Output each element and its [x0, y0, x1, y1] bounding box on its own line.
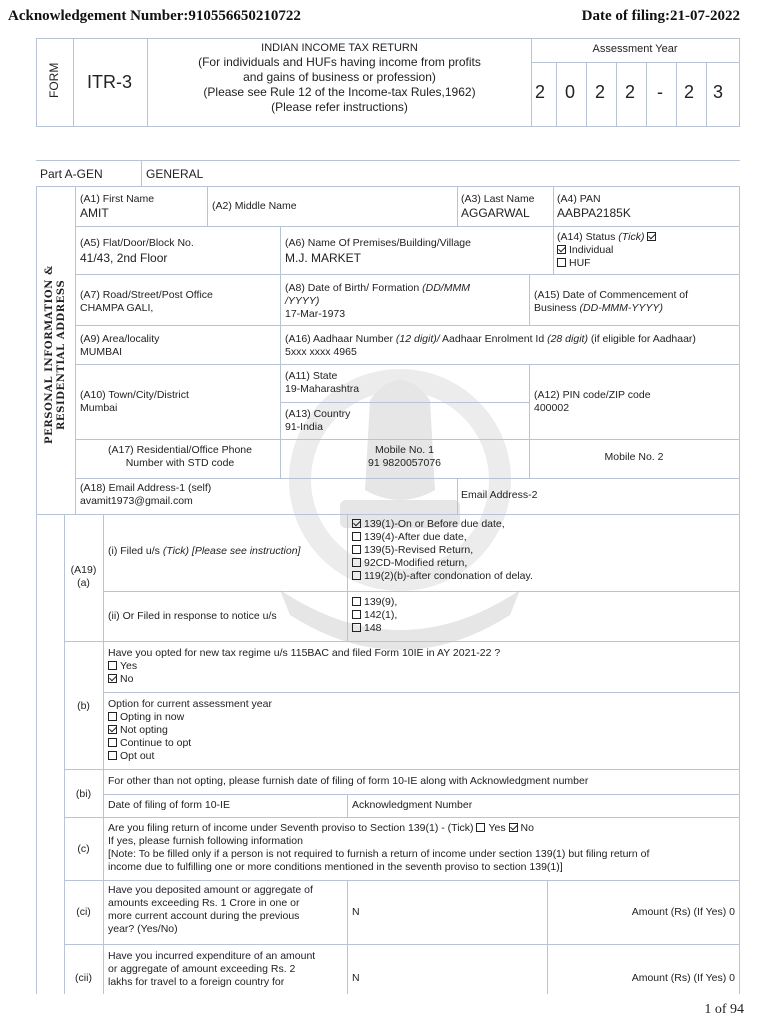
- a4-label: (A4) PAN: [557, 193, 601, 205]
- checkbox-checked-icon[interactable]: [108, 674, 117, 683]
- option-current-year-text: Option for current assessment year: [108, 698, 272, 710]
- cii-line: lakhs for travel to a foreign country for: [108, 976, 285, 988]
- continue-to-opt: Continue to opt: [120, 737, 192, 749]
- a10-value: Mumbai: [80, 402, 118, 414]
- checkbox-empty-icon[interactable]: [352, 597, 361, 606]
- a2-label: (A2) Middle Name: [212, 200, 297, 212]
- ay-digit: 2: [595, 82, 606, 102]
- regime-no: No: [120, 673, 134, 685]
- ci-label: (ci): [76, 906, 91, 918]
- a12-value: 400002: [534, 402, 570, 414]
- option-148: 148: [364, 622, 382, 634]
- a16-mid: Aadhaar Enrolment Id: [439, 333, 545, 345]
- a5-value: 41/43, 2nd Floor: [80, 251, 168, 265]
- a17-label-1: (A17) Residential/Office Phone: [108, 444, 252, 456]
- ay-digit: 2: [625, 82, 636, 102]
- page-number: 1 of 94: [704, 1002, 744, 1017]
- a19-label: [64, 564, 103, 590]
- checkbox-empty-icon[interactable]: [352, 610, 361, 619]
- option-current-year: [108, 698, 272, 763]
- a8-format-2: /YYYY): [285, 295, 320, 307]
- a18-label: (A18) Email Address-1 (self): [80, 482, 212, 494]
- option-92cd: 92CD-Modified return,: [364, 557, 468, 569]
- a1-label: (A1) First Name: [80, 193, 155, 205]
- notice-options: [352, 596, 397, 635]
- a16-value: 5xxx xxxx 4965: [285, 346, 357, 358]
- side-label-line2: RESIDENTIAL ADDRESS: [56, 279, 67, 430]
- a13-label: (A13) Country: [285, 408, 351, 420]
- a7-value: CHAMPA GALI,: [80, 302, 154, 314]
- ack-number: 910556650210722: [188, 8, 301, 24]
- a16-label: [285, 333, 737, 346]
- seventh-proviso: [108, 822, 736, 874]
- ci-line: year? (Yes/No): [108, 923, 178, 935]
- mobile-1-value: 91 9820057076: [368, 457, 441, 469]
- a14-individual: Individual: [569, 244, 614, 256]
- checkbox-checked-icon[interactable]: [108, 725, 117, 734]
- checkbox-checked-icon[interactable]: [557, 245, 566, 254]
- seventh-no: No: [520, 822, 534, 834]
- a14-huf: HUF: [569, 257, 591, 269]
- cii-answer: N: [352, 972, 360, 984]
- form-title-line5: (Please refer instructions): [271, 100, 408, 114]
- a6-label: (A6) Name Of Premises/Building/Village: [285, 237, 471, 249]
- seventh-note-1: [Note: To be filled only if a person is not required to furnish a return of income under section 139(1) but filing return of: [108, 848, 650, 860]
- checkbox-checked-icon[interactable]: [352, 519, 361, 528]
- a18-value: avamit1973@gmail.com: [80, 495, 193, 507]
- a4-value: AABPA2185K: [557, 206, 631, 220]
- side-label: [44, 265, 68, 444]
- checkbox-empty-icon[interactable]: [557, 258, 566, 267]
- notice-label: (ii) Or Filed in response to notice u/s: [108, 610, 277, 622]
- a14-status: [557, 231, 659, 270]
- bi-text: For other than not opting, please furnish date of filing of form 10-IE along with Acknowledgment number: [108, 775, 589, 787]
- cii-question: [108, 950, 315, 989]
- a15-label-2: Business: [534, 302, 577, 314]
- bi-label: (bi): [75, 788, 92, 800]
- a11-label: (A11) State: [285, 370, 338, 382]
- regime-question: [108, 647, 500, 686]
- a19-sub: (a): [77, 577, 90, 589]
- option-139-9: 139(9),: [364, 596, 398, 608]
- ay-digit: -: [657, 82, 663, 102]
- filed-us-text: (i) Filed u/s: [108, 545, 160, 557]
- checkbox-empty-icon[interactable]: [352, 558, 361, 567]
- ay-digit: 3: [713, 82, 724, 102]
- form-title-line3: and gains of business or profession): [243, 70, 436, 84]
- ay-digit: 2: [684, 82, 695, 102]
- mobile-1: [280, 444, 529, 470]
- filed-us-options: [352, 518, 533, 583]
- checkbox-empty-icon[interactable]: [352, 545, 361, 554]
- a13-value: 91-India: [285, 421, 323, 433]
- a5-label: (A5) Flat/Door/Block No.: [80, 237, 194, 249]
- checkbox-empty-icon[interactable]: [108, 751, 117, 760]
- checkbox-empty-icon[interactable]: [476, 823, 485, 832]
- opt-out: Opt out: [120, 750, 155, 762]
- checkbox-empty-icon[interactable]: [352, 623, 361, 632]
- seventh-note-2: income due to fulfilling one or more conditions mentioned in the seventh proviso to section 139(1)]: [108, 861, 563, 873]
- bi-date-label: Date of filing of form 10-IE: [108, 799, 230, 811]
- checkbox-empty-icon[interactable]: [108, 712, 117, 721]
- a16-label-text: (A16) Aadhaar Number: [285, 333, 393, 345]
- checkbox-empty-icon[interactable]: [108, 661, 117, 670]
- a3-value: AGGARWAL: [461, 206, 530, 220]
- cii-line: Have you incurred expenditure of an amount: [108, 950, 316, 962]
- not-opting: Not opting: [120, 724, 168, 736]
- ci-line: amounts exceeding Rs. 1 Crore in one or: [108, 897, 300, 909]
- checkbox-checked-icon[interactable]: [647, 232, 656, 241]
- a10-label: (A10) Town/City/District: [80, 389, 189, 401]
- a14-tick: (Tick): [618, 231, 645, 243]
- checkbox-empty-icon[interactable]: [352, 571, 361, 580]
- form-title-line1: INDIAN INCOME TAX RETURN: [261, 42, 418, 54]
- ack-header: [8, 8, 301, 25]
- ci-question: [108, 884, 313, 936]
- a3-label: (A3) Last Name: [461, 193, 535, 205]
- a15-block: [534, 289, 688, 315]
- c-label: (c): [77, 843, 90, 855]
- a11-value: 19-Maharashtra: [285, 383, 360, 395]
- filing-date: 21-07-2022: [670, 8, 740, 24]
- a8-value: 17-Mar-1973: [285, 308, 346, 320]
- ci-line: more current account during the previous: [108, 910, 300, 922]
- part-label: Part A-GEN: [40, 167, 103, 181]
- a14-label: (A14) Status: [557, 231, 616, 243]
- a8-format: (DD/MMM: [422, 282, 470, 294]
- cii-label: (cii): [75, 972, 92, 984]
- filing-date-header: [582, 8, 740, 25]
- a1-value: AMIT: [80, 206, 109, 220]
- part-title: GENERAL: [146, 167, 204, 181]
- seventh-furnish: If yes, please furnish following information: [108, 835, 303, 847]
- side-label-line1: PERSONAL INFORMATION &: [44, 265, 55, 444]
- checkbox-checked-icon[interactable]: [509, 823, 518, 832]
- filed-us-label: [108, 545, 300, 558]
- a16-tail: (if eligible for Aadhaar): [587, 333, 696, 345]
- opting-in-now: Opting in now: [120, 711, 185, 723]
- cii-amount: Amount (Rs) (If Yes) 0: [631, 972, 735, 984]
- mobile-2-label: Mobile No. 2: [604, 451, 664, 463]
- a15-label: (A15) Date of Commencement of: [534, 289, 689, 301]
- ay-digit: 2: [535, 82, 546, 102]
- a6-value: M.J. MARKET: [285, 251, 362, 265]
- a15-format: (DD-MMM-YYYY): [579, 302, 663, 314]
- a16-format: (12 digit)/: [395, 333, 440, 345]
- seventh-proviso-question: Are you filing return of income under Seventh proviso to Section 139(1) - (Tick): [108, 822, 474, 834]
- b-label: (b): [77, 700, 90, 712]
- checkbox-empty-icon[interactable]: [352, 532, 361, 541]
- option-142-1: 142(1),: [364, 609, 398, 621]
- filed-us-tick: (Tick) [Please see instruction]: [159, 545, 301, 557]
- cii-line: or aggregate of amount exceeding Rs. 2: [108, 963, 296, 975]
- a17-label: [80, 444, 280, 470]
- form-title-line2: (For individuals and HUFs having income from profits: [198, 55, 481, 69]
- option-139-5: 139(5)-Revised Return,: [364, 544, 474, 556]
- a8-block: [285, 282, 470, 321]
- checkbox-empty-icon[interactable]: [108, 738, 117, 747]
- email-2-label: Email Address-2: [461, 489, 538, 501]
- bi-ack-label: Acknowledgment Number: [352, 799, 473, 811]
- a19-label-text: (A19): [70, 564, 97, 576]
- form-name: ITR-3: [87, 72, 132, 92]
- form-label: FORM: [47, 62, 61, 98]
- a7-label: (A7) Road/Street/Post Office: [80, 289, 213, 301]
- ay-digit: 0: [565, 82, 576, 102]
- filing-label: Date of filing:: [581, 8, 670, 24]
- a9-label: (A9) Area/locality: [80, 333, 160, 345]
- ci-line: Have you deposited amount or aggregate of: [108, 884, 313, 896]
- a16-format-2: (28 digit): [544, 333, 588, 345]
- a8-label: (A8) Date of Birth/ Formation: [285, 282, 420, 294]
- ack-label: Acknowledgement Number:: [8, 8, 189, 24]
- a9-value: MUMBAI: [80, 346, 122, 358]
- option-139-1: 139(1)-On or Before due date,: [364, 518, 505, 530]
- ay-label: Assessment Year: [592, 43, 678, 55]
- mobile-1-label: Mobile No. 1: [375, 444, 434, 456]
- option-119-2b: 119(2)(b)-after condonation of delay.: [364, 570, 533, 582]
- ci-amount: Amount (Rs) (If Yes) 0: [631, 906, 735, 918]
- a17-label-2: Number with STD code: [125, 457, 235, 469]
- regime-yes: Yes: [120, 660, 138, 672]
- form-title-line4: (Please see Rule 12 of the Income-tax Rules,1962): [203, 85, 476, 99]
- option-139-4: 139(4)-After due date,: [364, 531, 467, 543]
- a12-label: (A12) PIN code/ZIP code: [534, 389, 651, 401]
- seventh-yes: Yes: [488, 822, 506, 834]
- regime-question-text: Have you opted for new tax regime u/s 115BAC and filed Form 10IE in AY 2021-22 ?: [108, 647, 501, 659]
- form-title: [148, 42, 531, 115]
- ci-answer: N: [352, 906, 360, 918]
